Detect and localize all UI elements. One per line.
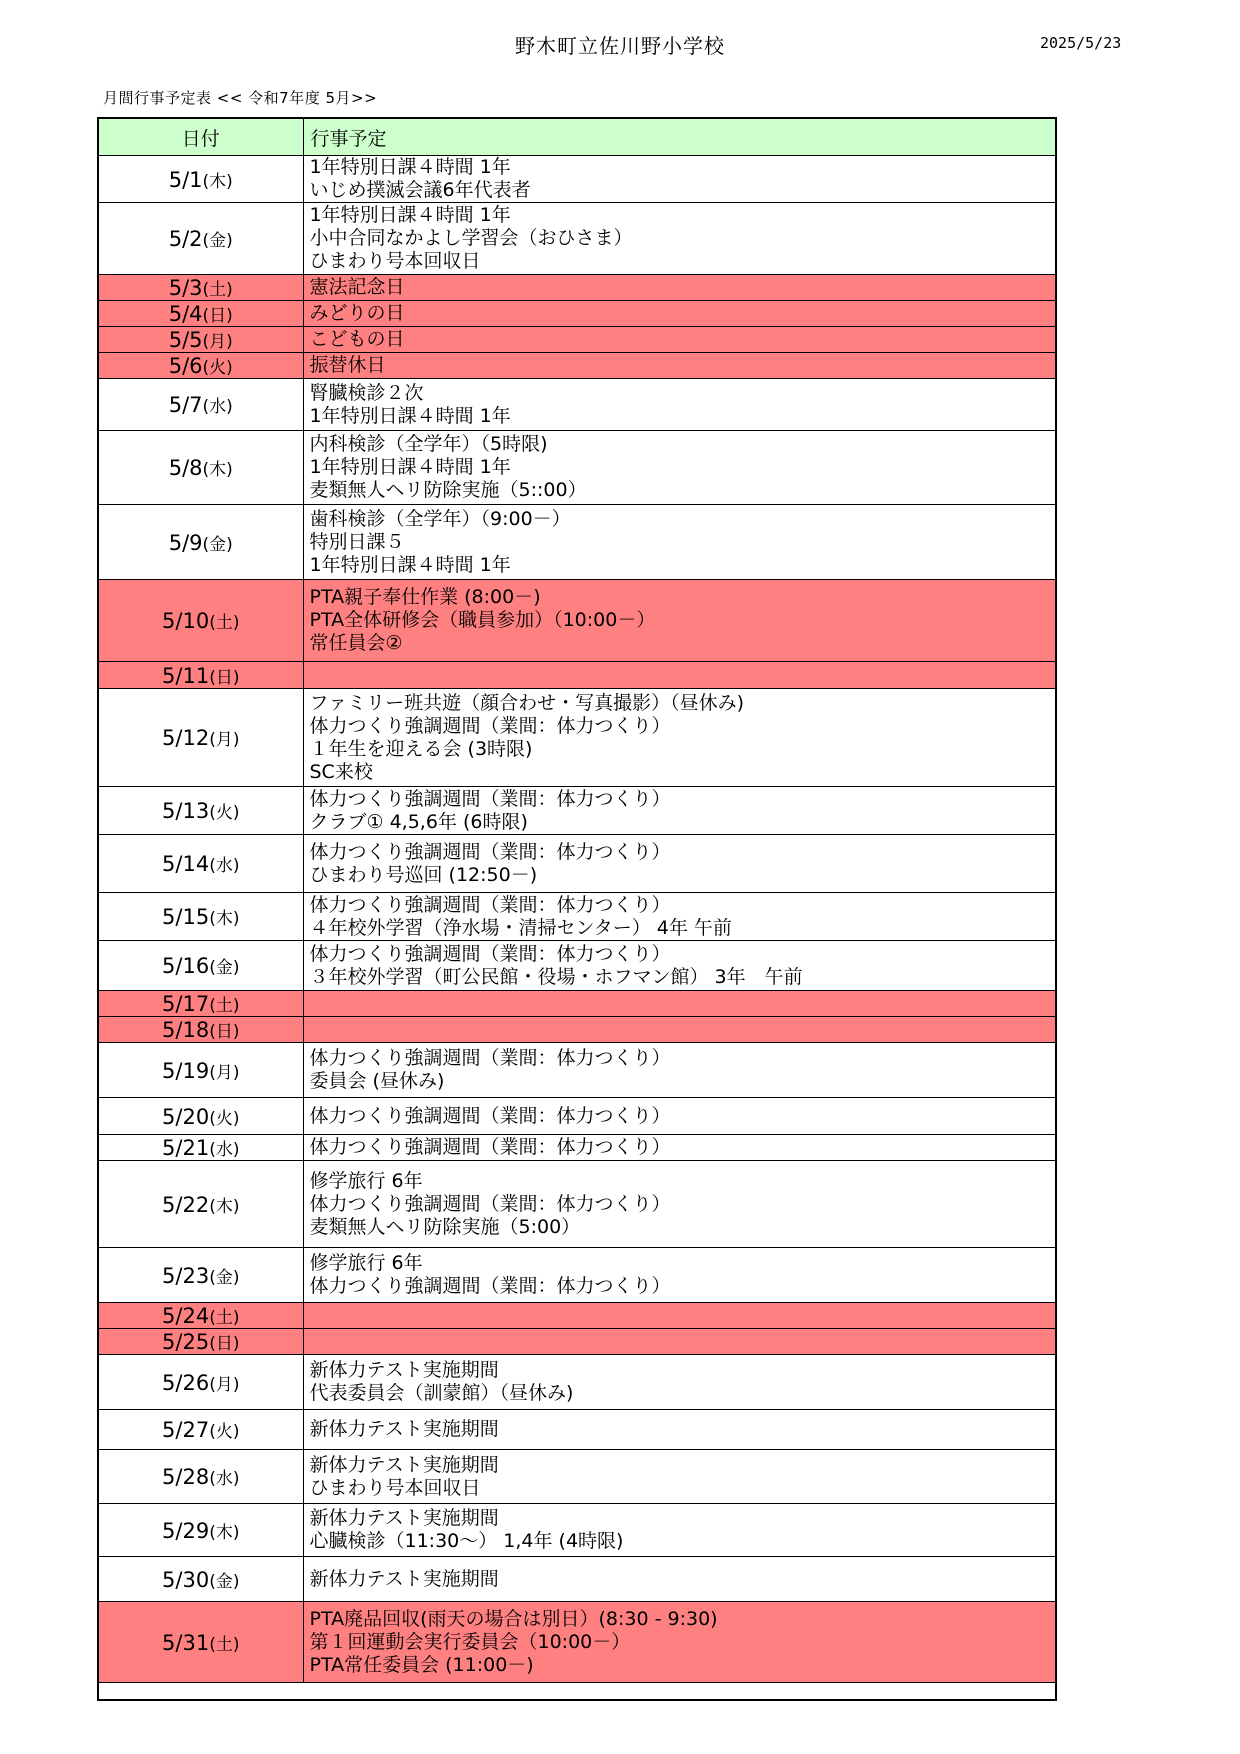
table-row	[98, 301, 1056, 327]
event-line: 体力つくり強調週間（業間：体力つくり）	[309, 714, 671, 737]
event-line: PTA親子奉仕作業 (8:00－)	[309, 586, 541, 608]
events-cell	[303, 580, 1056, 662]
weekday-value: (水)	[209, 856, 240, 876]
table-header-row	[98, 118, 1056, 156]
event-line: こどもの日	[309, 328, 405, 350]
table-row	[98, 1557, 1056, 1602]
weekday-value: (木)	[209, 909, 240, 929]
weekday-value: (火)	[209, 1108, 240, 1129]
date-value: 5/14	[162, 852, 210, 876]
event-line: 体力つくり強調週間（業間：体力つくり）	[309, 1104, 671, 1127]
weekday-value: (金)	[209, 958, 240, 978]
weekday-value: (金)	[202, 534, 233, 555]
weekday-value: (日)	[209, 1334, 240, 1354]
events-cell	[303, 662, 1056, 689]
table-row	[98, 1303, 1056, 1329]
table-row	[98, 1248, 1056, 1303]
table-row	[98, 353, 1056, 379]
weekday-value: (土)	[209, 1634, 240, 1655]
document-subtitle: 月間行事予定表 << 令和7年度 5月>>	[103, 89, 378, 107]
weekday-value: (木)	[202, 171, 233, 192]
date-value: 5/3	[168, 276, 203, 300]
event-line: ファミリー班共遊（顔合わせ・写真撮影）（昼休み)	[309, 691, 745, 714]
event-line: 新体力テスト実施期間	[309, 1453, 499, 1476]
event-line: PTA常任委員会 (11:00－)	[309, 1653, 534, 1676]
events-cell	[303, 353, 1056, 379]
event-line: クラブ① 4,5,6年 (6時限)	[309, 810, 528, 833]
event-line: 心臓検診（11:30～） 1,4年 (4時限)	[309, 1530, 624, 1552]
table-row	[98, 1450, 1056, 1504]
date-cell	[98, 379, 303, 431]
table-row	[98, 1135, 1056, 1161]
date-cell	[98, 1043, 303, 1098]
event-line: 特別日課５	[309, 530, 405, 553]
date-value: 5/13	[162, 799, 210, 823]
weekday-value: (日)	[209, 1022, 240, 1042]
event-line: 常任員会②	[309, 632, 403, 654]
event-line: 1年特別日課４時間 1年	[309, 204, 511, 226]
table-row	[98, 1329, 1056, 1355]
date-value: 5/25	[162, 1330, 210, 1354]
table-row	[98, 580, 1056, 662]
events-cell	[303, 1355, 1056, 1410]
weekday-value: (月)	[209, 1374, 240, 1395]
table-row	[98, 689, 1056, 787]
event-line: 第１回運動会実行委員会（10:00－）	[309, 1630, 631, 1653]
table-row	[98, 1602, 1056, 1683]
table-row	[98, 275, 1056, 301]
document-date: 2025/5/23	[1040, 34, 1122, 52]
table-row	[98, 203, 1056, 275]
table-row	[98, 1098, 1056, 1135]
event-line: いじめ撲滅会議6年代表者	[309, 179, 531, 201]
events-cell	[303, 941, 1056, 991]
date-cell	[98, 1557, 303, 1602]
events-cell	[303, 301, 1056, 327]
events-cell	[303, 893, 1056, 941]
date-cell	[98, 1303, 303, 1329]
event-line: 小中合同なかよし学習会（おひさま）	[309, 227, 633, 249]
date-value: 5/19	[162, 1058, 210, 1083]
table-row	[98, 1043, 1056, 1098]
weekday-value: (土)	[209, 1308, 240, 1328]
table-row	[98, 662, 1056, 689]
event-line: 振替休日	[309, 354, 386, 376]
date-cell	[98, 1248, 303, 1303]
date-value: 5/16	[162, 954, 210, 978]
table-row	[98, 327, 1056, 353]
table-row	[98, 431, 1056, 505]
events-cell	[303, 1098, 1056, 1135]
table-row	[98, 991, 1056, 1017]
weekday-value: (月)	[202, 332, 233, 352]
weekday-value: (日)	[209, 667, 240, 688]
date-value: 5/6	[168, 354, 203, 378]
column-header-date: 日付	[98, 118, 303, 156]
event-line: 1年特別日課４時間 1年	[309, 156, 511, 178]
table-row	[98, 1017, 1056, 1043]
date-cell	[98, 1329, 303, 1355]
event-line: 内科検診（全学年）（5時限)	[309, 433, 548, 455]
event-line: 委員会 (昼休み)	[309, 1070, 445, 1092]
weekday-value: (木)	[202, 460, 233, 480]
date-value: 5/10	[162, 609, 210, 633]
event-line: 新体力テスト実施期間	[309, 1418, 499, 1440]
date-cell	[98, 1098, 303, 1135]
table-row	[98, 379, 1056, 431]
date-cell	[98, 941, 303, 991]
table-row	[98, 893, 1056, 941]
date-value: 5/11	[162, 663, 210, 688]
date-cell	[98, 505, 303, 580]
date-cell	[98, 991, 303, 1017]
weekday-value: (水)	[209, 1469, 240, 1489]
school-name: 野木町立佐川野小学校	[515, 34, 725, 58]
event-line: ひまわり号本回収日	[309, 1476, 481, 1499]
date-value: 5/18	[162, 1018, 210, 1042]
events-cell	[303, 203, 1056, 275]
event-line: PTA全体研修会（職員参加）（10:00－）	[309, 609, 656, 631]
date-value: 5/5	[168, 328, 203, 352]
date-cell	[98, 893, 303, 941]
event-line: 体力つくり強調週間（業間：体力つくり）	[309, 787, 671, 810]
date-cell	[98, 835, 303, 893]
table-row	[98, 156, 1056, 203]
date-value: 5/22	[162, 1192, 210, 1217]
event-line: 体力つくり強調週間（業間：体力つくり）	[309, 1275, 671, 1297]
event-line: 憲法記念日	[309, 276, 405, 298]
date-value: 5/17	[162, 992, 210, 1016]
events-cell	[303, 505, 1056, 580]
event-line: ひまわり号本回収日	[309, 250, 481, 272]
weekday-value: (木)	[209, 1196, 240, 1217]
event-line: 麦類無人ヘリ防除実施（5::00）	[309, 479, 587, 501]
date-cell	[98, 580, 303, 662]
event-line: 代表委員会（訓蒙館）（昼休み)	[309, 1382, 574, 1404]
event-line: 新体力テスト実施期間	[309, 1359, 499, 1381]
date-cell	[98, 327, 303, 353]
weekday-value: (金)	[209, 1571, 240, 1592]
weekday-value: (水)	[202, 397, 233, 417]
table-row	[98, 1355, 1056, 1410]
events-cell	[303, 1303, 1056, 1329]
date-cell	[98, 1602, 303, 1683]
date-value: 5/1	[168, 167, 203, 192]
event-line: 体力つくり強調週間（業間：体力つくり）	[309, 1136, 671, 1158]
event-line: 新体力テスト実施期間	[309, 1507, 499, 1529]
date-cell	[98, 275, 303, 301]
column-header-events: 行事予定	[303, 118, 1056, 156]
event-line: 麦類無人ヘリ防除実施（5:00）	[309, 1215, 581, 1238]
date-cell	[98, 787, 303, 835]
date-cell	[98, 1355, 303, 1410]
date-cell	[98, 203, 303, 275]
event-line: SC来校	[309, 760, 373, 783]
events-cell	[303, 1557, 1056, 1602]
table-row	[98, 787, 1056, 835]
table-row	[98, 1504, 1056, 1557]
event-line: 修学旅行 6年	[309, 1252, 423, 1274]
date-value: 5/23	[162, 1263, 210, 1288]
event-line: 体力つくり強調週間（業間：体力つくり）	[309, 942, 671, 965]
date-value: 5/29	[162, 1518, 210, 1543]
weekday-value: (月)	[209, 1062, 240, 1083]
event-line: 腎臓検診２次	[309, 381, 424, 404]
date-cell	[98, 353, 303, 379]
event-line: 歯科検診（全学年）（9:00－）	[309, 507, 571, 530]
date-value: 5/7	[168, 393, 203, 417]
date-value: 5/15	[162, 905, 210, 929]
date-cell	[98, 1017, 303, 1043]
date-value: 5/27	[162, 1418, 210, 1442]
date-cell	[98, 662, 303, 689]
date-cell	[98, 1410, 303, 1450]
event-line: 体力つくり強調週間（業間：体力つくり）	[309, 1047, 671, 1069]
weekday-value: (日)	[202, 306, 233, 326]
event-line: 体力つくり強調週間（業間：体力つくり）	[309, 1192, 671, 1215]
events-cell	[303, 1135, 1056, 1161]
events-cell	[303, 835, 1056, 893]
monthly-schedule-table	[97, 117, 1057, 1701]
events-cell	[303, 991, 1056, 1017]
date-value: 5/24	[162, 1304, 210, 1328]
date-cell	[98, 1450, 303, 1504]
events-cell	[303, 1161, 1056, 1248]
event-line: 1年特別日課４時間 1年	[309, 553, 511, 576]
events-cell	[303, 327, 1056, 353]
events-cell	[303, 1450, 1056, 1504]
date-cell	[98, 689, 303, 787]
date-value: 5/26	[162, 1370, 210, 1395]
event-line: 体力つくり強調週間（業間：体力つくり）	[309, 840, 671, 863]
table-row	[98, 835, 1056, 893]
weekday-value: (水)	[209, 1140, 240, 1160]
date-value: 5/21	[162, 1136, 210, 1160]
events-cell	[303, 156, 1056, 203]
date-value: 5/30	[162, 1567, 210, 1592]
event-line: 体力つくり強調週間（業間：体力つくり）	[309, 893, 671, 916]
weekday-value: (月)	[209, 730, 240, 750]
weekday-value: (土)	[202, 280, 233, 300]
date-value: 5/2	[168, 227, 203, 251]
event-line: 1年特別日課４時間 1年	[309, 404, 511, 427]
weekday-value: (土)	[209, 613, 240, 633]
events-cell	[303, 1504, 1056, 1557]
date-value: 5/12	[162, 726, 210, 750]
event-line: ３年校外学習（町公民館・役場・ホフマン館） 3年 午前	[309, 965, 803, 988]
weekday-value: (火)	[209, 1422, 240, 1442]
events-cell	[303, 1410, 1056, 1450]
events-cell	[303, 275, 1056, 301]
events-cell	[303, 1248, 1056, 1303]
event-line: 新体力テスト実施期間	[309, 1567, 499, 1590]
footer-spacer-cell	[98, 1683, 1056, 1701]
table-footer-spacer	[98, 1683, 1056, 1701]
event-line: PTA廃品回収(雨天の場合は別日）(8:30 - 9:30)	[309, 1607, 718, 1630]
events-cell	[303, 431, 1056, 505]
events-cell	[303, 1043, 1056, 1098]
date-value: 5/9	[168, 530, 203, 555]
date-cell	[98, 156, 303, 203]
event-line: １年生を迎える会 (3時限)	[309, 737, 533, 760]
events-cell	[303, 1602, 1056, 1683]
schedule-body	[98, 156, 1056, 1701]
table-row	[98, 941, 1056, 991]
date-value: 5/4	[168, 302, 203, 326]
table-row	[98, 505, 1056, 580]
events-cell	[303, 379, 1056, 431]
events-cell	[303, 689, 1056, 787]
event-line: みどりの日	[309, 302, 405, 324]
weekday-value: (火)	[209, 803, 240, 823]
event-line: ひまわり号巡回 (12:50－)	[309, 863, 538, 886]
weekday-value: (火)	[202, 358, 233, 378]
date-cell	[98, 301, 303, 327]
event-line: 1年特別日課４時間 1年	[309, 456, 511, 478]
date-value: 5/8	[168, 456, 203, 480]
date-value: 5/20	[162, 1104, 210, 1129]
table-row	[98, 1161, 1056, 1248]
event-line: 修学旅行 6年	[309, 1169, 423, 1192]
weekday-value: (土)	[209, 996, 240, 1016]
table-row	[98, 1410, 1056, 1450]
events-cell	[303, 1017, 1056, 1043]
date-value: 5/31	[162, 1630, 210, 1655]
weekday-value: (金)	[202, 231, 233, 251]
weekday-value: (木)	[209, 1522, 240, 1543]
date-cell	[98, 431, 303, 505]
date-cell	[98, 1504, 303, 1557]
events-cell	[303, 1329, 1056, 1355]
events-cell	[303, 787, 1056, 835]
event-line: ４年校外学習（浄水場・清掃センター） 4年 午前	[309, 916, 732, 939]
weekday-value: (金)	[209, 1267, 240, 1288]
date-cell	[98, 1161, 303, 1248]
date-value: 5/28	[162, 1465, 210, 1489]
date-cell	[98, 1135, 303, 1161]
